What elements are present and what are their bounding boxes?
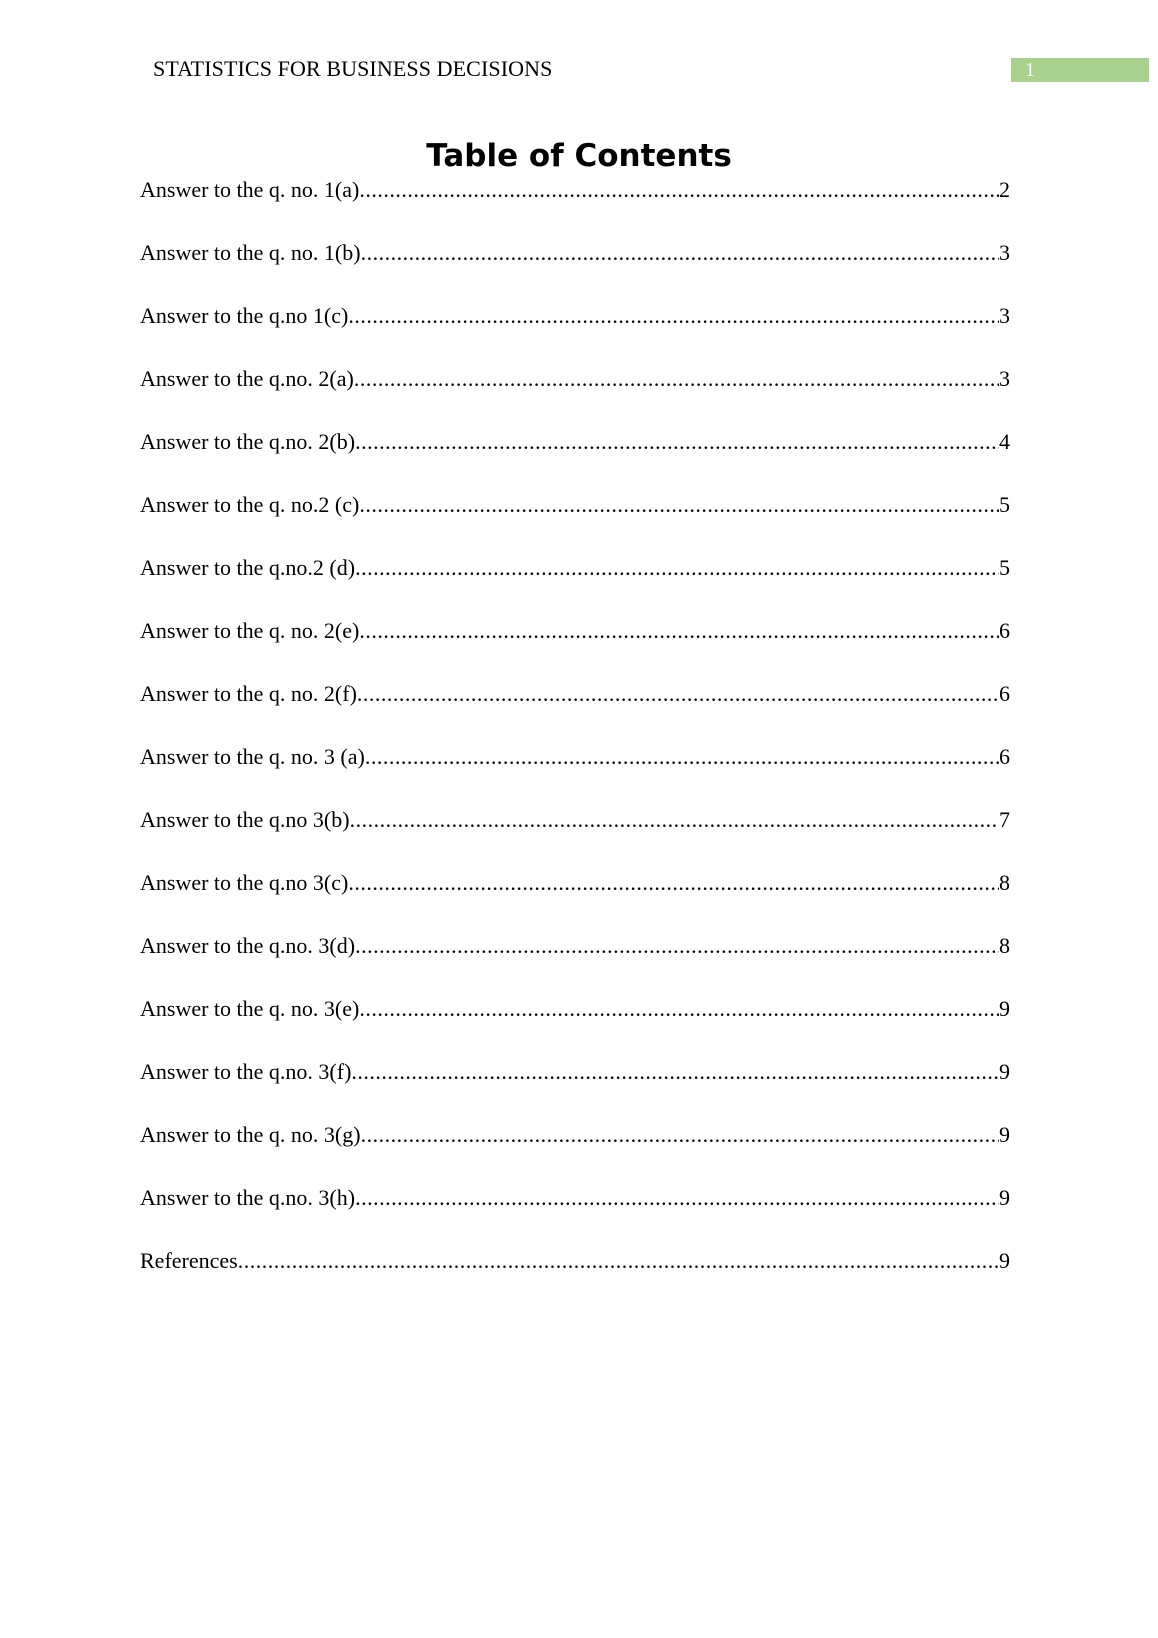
- toc-list: [140, 175, 1010, 1309]
- toc-dot-leader: [348, 301, 999, 331]
- running-header-title: STATISTICS FOR BUSINESS DECISIONS: [153, 56, 553, 81]
- toc-dot-leader: [351, 1057, 999, 1087]
- toc-entry[interactable]: [140, 868, 1010, 931]
- toc-entry-label: Answer to the q. no. 1(a): [140, 177, 360, 202]
- toc-entry-label: Answer to the q. no. 3 (a): [140, 744, 365, 769]
- toc-entry-label: Answer to the q.no 1(c): [140, 303, 349, 328]
- toc-entry[interactable]: [140, 364, 1010, 427]
- toc-entry-label: Answer to the q.no. 3(f): [140, 1059, 352, 1084]
- toc-entry-label: Answer to the q. no. 2(f): [140, 681, 357, 706]
- toc-entry-page: 2: [999, 177, 1010, 202]
- toc-entry-label: Answer to the q.no 3(b): [140, 807, 350, 832]
- toc-entry-page: 9: [999, 996, 1010, 1021]
- toc-entry-page: 5: [999, 492, 1010, 517]
- toc-entry-page: 3: [999, 366, 1010, 391]
- toc-entry-page: 9: [999, 1122, 1010, 1147]
- toc-entry[interactable]: [140, 427, 1010, 490]
- toc-entry[interactable]: [140, 805, 1010, 868]
- toc-dot-leader: [365, 742, 999, 772]
- toc-entry-label: Answer to the q.no. 2(b): [140, 429, 356, 454]
- toc-entry[interactable]: [140, 175, 1010, 238]
- toc-entry[interactable]: [140, 1183, 1010, 1246]
- toc-entry-label: Answer to the q. no. 1(b): [140, 240, 361, 265]
- toc-entry-page: 6: [999, 681, 1010, 706]
- toc-entry-page: 4: [999, 429, 1010, 454]
- toc-dot-leader: [357, 679, 999, 709]
- toc-entry[interactable]: [140, 238, 1010, 301]
- toc-entry-label: Answer to the q.no. 3(d): [140, 933, 356, 958]
- toc-entry[interactable]: [140, 1057, 1010, 1120]
- toc-entry[interactable]: [140, 1120, 1010, 1183]
- toc-entry-page: 7: [999, 807, 1010, 832]
- toc-entry-label: Answer to the q. no. 3(e): [140, 996, 360, 1021]
- toc-entry-page: 5: [999, 555, 1010, 580]
- toc-dot-leader: [359, 490, 999, 520]
- toc-dot-leader: [355, 1183, 999, 1213]
- toc-entry-label: Answer to the q.no 3(c): [140, 870, 349, 895]
- toc-entry-label: Answer to the q. no. 2(e): [140, 618, 360, 643]
- toc-entry-page: 9: [999, 1059, 1010, 1084]
- toc-entry-page: 9: [999, 1248, 1010, 1273]
- toc-dot-leader: [359, 175, 999, 205]
- toc-dot-leader: [354, 364, 999, 394]
- toc-entry-label: Answer to the q. no. 3(g): [140, 1122, 361, 1147]
- toc-entry-page: 3: [999, 240, 1010, 265]
- toc-dot-leader: [359, 616, 999, 646]
- toc-dot-leader: [350, 805, 999, 835]
- toc-entry-label: Answer to the q.no. 3(h): [140, 1185, 356, 1210]
- toc-entry[interactable]: [140, 679, 1010, 742]
- toc-dot-leader: [361, 1120, 999, 1150]
- toc-entry-page: 8: [999, 870, 1010, 895]
- toc-dot-leader: [359, 994, 999, 1024]
- toc-entry-page: 3: [999, 303, 1010, 328]
- toc-dot-leader: [361, 238, 999, 268]
- toc-heading: Table of Contents: [426, 138, 732, 174]
- toc-entry[interactable]: [140, 742, 1010, 805]
- toc-entry-page: 8: [999, 933, 1010, 958]
- toc-entry[interactable]: [140, 994, 1010, 1057]
- toc-entry[interactable]: [140, 931, 1010, 994]
- toc-entry[interactable]: [140, 301, 1010, 364]
- toc-entry[interactable]: [140, 1246, 1010, 1309]
- toc-entry-label: References: [140, 1248, 238, 1273]
- toc-dot-leader: [355, 553, 999, 583]
- toc-entry-label: Answer to the q.no. 2(a): [140, 366, 354, 391]
- toc-dot-leader: [348, 868, 999, 898]
- toc-dot-leader: [355, 931, 999, 961]
- toc-entry-page: 6: [999, 618, 1010, 643]
- toc-dot-leader: [238, 1246, 999, 1276]
- toc-entry-page: 9: [999, 1185, 1010, 1210]
- toc-entry-page: 6: [999, 744, 1010, 769]
- page-number-badge: 1: [1011, 58, 1149, 82]
- toc-entry[interactable]: [140, 490, 1010, 553]
- toc-entry-label: Answer to the q.no.2 (d): [140, 555, 356, 580]
- toc-entry[interactable]: [140, 616, 1010, 679]
- toc-entry[interactable]: [140, 553, 1010, 616]
- toc-entry-label: Answer to the q. no.2 (c): [140, 492, 360, 517]
- toc-dot-leader: [355, 427, 999, 457]
